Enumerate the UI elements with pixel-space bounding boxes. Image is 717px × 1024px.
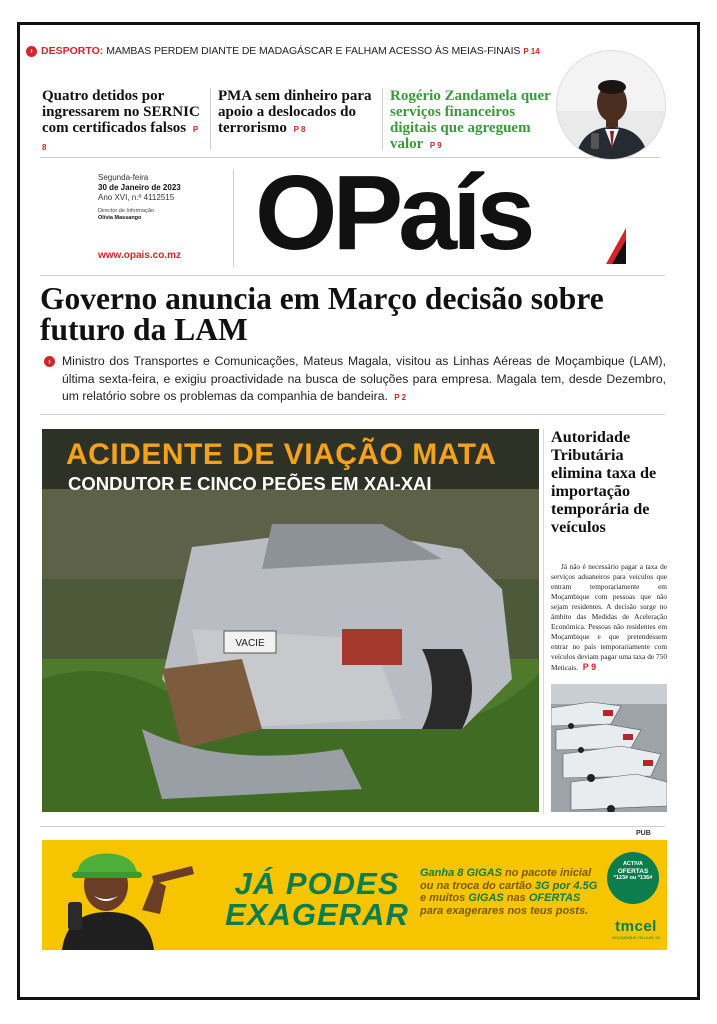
site-url-link[interactable]: www.opais.co.mz [98, 250, 181, 261]
smiling-man-illustration [42, 840, 202, 950]
teaser-text: PMA sem dinheiro para apoio a deslocados do terrorismo [218, 88, 372, 136]
teaser-zandamela[interactable] [390, 88, 560, 154]
divider [40, 275, 665, 276]
column-divider [543, 429, 544, 814]
tmcel-advertisement[interactable] [42, 840, 667, 950]
masthead-logo[interactable]: OPaís [255, 154, 531, 272]
tmcel-logo-sub: MOÇAMBIQUE CELULAR, SA [611, 936, 661, 940]
parked-cars-photo[interactable] [551, 684, 667, 812]
teaser-text: Quatro detidos por ingressarem no SERNIC com certificados falsos [42, 88, 200, 136]
ad-copy-highlight: 3G por 4.5G [534, 879, 598, 892]
side-body [551, 562, 667, 673]
director-label: Director de Informação [98, 208, 154, 214]
tmcel-logo: tmcel [615, 918, 657, 935]
accident-photo[interactable] [42, 429, 539, 812]
side-page-ref: P 9 [582, 662, 597, 672]
teaser-row [40, 88, 560, 154]
lead-deck-text: Ministro dos Transportes e Comunicações, Mateus Magala, visitou as Linhas Aéreas de Moçambique (LAM), última sexta-feira, e exigiu proactividade na busca de soluções para empresa. Magala tem, desde Dezembro, um relatório sobre os problemas da companhia de bandeira. [62, 354, 666, 403]
teaser-page-ref: P 8 [42, 125, 199, 152]
ticker-section: DESPORTO: [41, 45, 104, 57]
chevron-right-icon: › [44, 356, 55, 367]
lead-page-ref: P 2 [394, 393, 407, 402]
portrait-illustration [557, 51, 666, 160]
weekday: Segunda-feira [98, 173, 149, 182]
issue-date: 30 de Janeiro de 2023 [98, 183, 181, 192]
issue-number: Ano XVI, n.º 4112515 [98, 193, 175, 202]
teaser-divider [210, 88, 211, 150]
badge-line: ACTIVA [622, 861, 644, 867]
number-plate-text: VACIE [235, 638, 265, 649]
issue-meta [98, 173, 228, 222]
ticker[interactable] [26, 40, 546, 62]
teaser-text: Rogério Zandamela quer serviços financeiros digitais que agreguem valor [390, 88, 551, 152]
masthead-divider [233, 170, 234, 267]
ad-label: PUB [636, 830, 651, 837]
ad-copy-highlight: OFERTAS [528, 892, 581, 905]
ad-headline: JÁ PODES EXAGERAR [225, 866, 409, 932]
ad-copy-text: no pacote inicial ou na troca do cartão [420, 867, 592, 892]
ad-copy-text: e muitos [420, 892, 469, 905]
teaser-page-ref: P 9 [429, 141, 442, 150]
lead-deck [44, 353, 666, 407]
ad-copy-highlight: Ganha 8 GIGAS [420, 867, 502, 879]
ad-copy-text: nas [503, 892, 529, 905]
badge-line: *123# ou *136# [613, 875, 653, 881]
ticker-text: MAMBAS PERDEM DIANTE DE MADAGÁSCAR E FALHAM ACESSO ÀS MEIAS-FINAIS [106, 45, 521, 57]
chevron-right-icon: › [26, 46, 37, 57]
ad-copy [420, 867, 600, 917]
offers-badge [607, 852, 659, 904]
director-name: Olívia Massango [98, 215, 142, 221]
teaser-divider [382, 88, 383, 150]
divider [40, 826, 665, 827]
badge-line: OFERTAS [617, 868, 649, 875]
divider [40, 414, 665, 415]
side-body-text: Já não é necessário pagar a taxa de serviços aduaneiros para veículos que entram temporariamente em Moçambique com pessoas que não sejam residentes. A decisão surge no âmbito das Medidas de Aceleração Económica. Pessoas não residentes em Moçambique e que pretendessem entrar no país temporariamente com veículos deviam pagar uma taxa de 750 Meticais. [551, 562, 667, 672]
ad-copy-highlight: GIGAS [468, 892, 504, 905]
photo-subheadline: CONDUTOR E CINCO PEÕES EM XAI-XAI [68, 473, 432, 494]
ticker-page-ref: P 14 [523, 46, 540, 56]
teaser-page-ref: P 8 [293, 125, 306, 134]
teaser-sernic[interactable] [42, 88, 202, 156]
lead-headline[interactable]: Governo anuncia em Março decisão sobre futuro da LAM [40, 281, 604, 347]
flag-stripe-icon [606, 228, 626, 264]
ad-copy-text: para exagerares nos teus posts. [420, 904, 589, 917]
photo-headline: ACIDENTE DE VIAÇÃO MATA [66, 438, 497, 471]
teaser-pma[interactable] [218, 88, 378, 138]
parked-cars-illustration [551, 684, 667, 812]
side-headline[interactable]: Autoridade Tributária elimina taxa de importação temporária de veículos [551, 428, 657, 536]
portrait-photo[interactable] [556, 50, 666, 160]
